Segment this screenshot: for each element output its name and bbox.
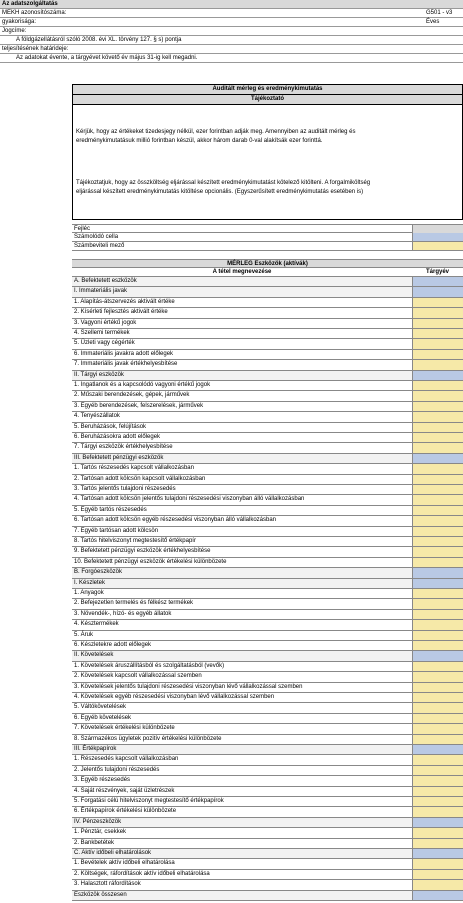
table-row <box>72 360 463 370</box>
table-row <box>72 454 463 464</box>
table-row <box>72 527 463 537</box>
table-row <box>72 298 463 308</box>
input-cell[interactable] <box>412 339 463 348</box>
table-row <box>72 766 463 776</box>
row-label: 2. Kísérleti fejlesztés aktivált értéke <box>74 309 168 316</box>
input-cell[interactable] <box>412 672 463 681</box>
table-header-row <box>72 268 463 277</box>
calculated-cell <box>412 651 463 660</box>
row-label: 4. Saját részvények, saját üzletrészek <box>74 787 175 794</box>
table-row <box>72 620 463 630</box>
calculated-cell <box>412 818 463 827</box>
table-row <box>72 683 463 693</box>
table-row <box>72 433 463 443</box>
row-label: 3. Egyéb berendezések, felszerelések, járművek <box>74 402 204 409</box>
table-row <box>72 402 463 412</box>
frequency-row <box>0 18 463 27</box>
row-label: 3. Halasztott ráfordítások <box>74 881 141 888</box>
input-cell[interactable] <box>412 662 463 671</box>
info-title: Auditált mérleg és eredménykimutatás <box>73 85 462 95</box>
calculated-cell <box>412 579 463 588</box>
row-label: 1. Anyagok <box>74 590 104 596</box>
row-label: 7. Egyéb tartósan adott kölcsön <box>74 527 159 534</box>
input-cell[interactable] <box>412 547 463 556</box>
row-label: B. Forgóeszközök <box>74 569 123 576</box>
table-row <box>72 891 463 901</box>
header-title: Az adatszolgáltatás <box>2 1 58 7</box>
row-label: 1. Tartós részesedés kapcsolt vállalkozásban <box>74 465 194 472</box>
row-label: II. Tárgyi eszközök <box>74 371 124 378</box>
input-cell[interactable] <box>412 319 463 328</box>
row-label: II. Követelések <box>74 652 114 659</box>
input-cell[interactable] <box>412 589 463 598</box>
input-cell[interactable] <box>412 683 463 692</box>
table-title: MÉRLEG Eszközök (aktívák) <box>227 261 308 267</box>
mekh-label: MEKH azonosítószáma: <box>2 10 67 16</box>
row-label: C. Aktív időbeli elhatárolások <box>74 850 152 856</box>
table-row <box>72 506 463 516</box>
info-box <box>72 84 463 220</box>
input-cell[interactable] <box>412 329 463 338</box>
table-row <box>72 568 463 578</box>
table-row <box>72 329 463 339</box>
row-label: 5. Üzleti vagy cégérték <box>74 340 135 347</box>
row-label: 5. Váltókövetelések <box>74 704 127 711</box>
calculated-cell <box>412 454 463 463</box>
table-title-row <box>72 259 463 268</box>
row-label: 7. Immateriális javak értékhelyesbítése <box>74 361 178 368</box>
table-row <box>72 797 463 807</box>
column-header-name: A tétel megnevezése <box>212 269 272 275</box>
legal-label: Jogcíme: <box>2 28 27 34</box>
input-cell[interactable] <box>412 412 463 421</box>
input-cell[interactable] <box>412 558 463 567</box>
table-row <box>72 537 463 547</box>
input-cell[interactable] <box>412 620 463 629</box>
row-label: 3. Tartós jelentős tulajdoni részesedés <box>74 486 176 492</box>
legend-item-header <box>72 224 463 233</box>
table-row <box>72 745 463 755</box>
row-label: 1. Részesedés kapcsolt vállalkozásban <box>74 756 179 763</box>
row-label: 5. Egyéb tartós részesedés <box>74 506 147 513</box>
row-label: 3. Vagyoni értékű jogok <box>74 319 137 326</box>
legal-label-row <box>0 27 463 36</box>
row-label: 1. Ingatlanok és a kapcsolódó vagyoni értékű jogok <box>74 382 211 388</box>
table-row <box>72 339 463 349</box>
frequency-value: Éves <box>426 19 440 25</box>
row-label: 3. Egyéb részesedés <box>74 777 131 784</box>
input-cell[interactable] <box>412 724 463 733</box>
calculated-cell <box>412 745 463 754</box>
row-label: 1. Követelések áruszállításból és szolgáltatásból (vevők) <box>74 662 225 669</box>
input-cell[interactable] <box>412 485 463 494</box>
table-row <box>72 423 463 433</box>
table-row <box>72 412 463 422</box>
table-row <box>72 724 463 734</box>
mekh-value: G501 - v3 <box>426 10 453 16</box>
row-label: Eszközök összesen <box>74 891 127 898</box>
row-label: 3. Növendék-, hízó- és egyéb állatok <box>74 610 172 617</box>
row-label: 2. Jelentős tulajdoni részesedés <box>74 766 160 773</box>
table-row <box>72 693 463 703</box>
table-row <box>72 443 463 453</box>
input-cell[interactable] <box>412 714 463 723</box>
row-label: 6. Készletekre adott előlegek <box>74 642 152 648</box>
row-label: I. Készletek <box>74 579 106 586</box>
table-row <box>72 839 463 849</box>
table-row <box>72 755 463 765</box>
table-row <box>72 475 463 485</box>
table-row <box>72 579 463 589</box>
table-row <box>72 818 463 828</box>
table-row <box>72 787 463 797</box>
legend-item-input <box>72 242 463 251</box>
column-header-year: Tárgyév <box>425 269 449 275</box>
row-label: 5. Forgatási célú hitelviszonyt megtestesítő értékpapírok <box>74 798 224 804</box>
row-label: 2. Követelések kapcsolt vállalkozással szemben <box>74 673 202 680</box>
row-label: 1. Bevételek aktív időbeli elhatárolása <box>74 860 175 867</box>
table-row <box>72 651 463 661</box>
table-row <box>72 319 463 329</box>
legend-label: Számbeviteli mező <box>74 243 125 249</box>
calculated-cell <box>412 891 463 900</box>
input-cell[interactable] <box>412 537 463 546</box>
row-label: 8. Tartós hitelviszonyt megtestesítő értékpapír <box>74 538 196 544</box>
row-label: 6. Beruházásokra adott előlegek <box>74 434 161 440</box>
row-label: 4. Késztermékek <box>74 621 119 628</box>
table-row <box>72 631 463 641</box>
table-row <box>72 558 463 568</box>
input-cell[interactable] <box>412 433 463 442</box>
calculated-cell <box>412 568 463 577</box>
input-cell[interactable] <box>412 516 463 525</box>
row-label: 10. Befektetett pénzügyi eszközök értékelési különbözete <box>74 558 227 565</box>
table-row <box>72 308 463 318</box>
row-label: IV. Pénzeszközök <box>74 818 122 825</box>
input-cell[interactable] <box>412 797 463 806</box>
input-cell[interactable] <box>412 443 463 452</box>
table-row <box>72 287 463 297</box>
table-row <box>72 776 463 786</box>
table-row <box>72 547 463 557</box>
legal-value: A földgázellátásról szóló 2008. évi XL. törvény 127. § s) pontja <box>16 37 182 43</box>
input-cell[interactable] <box>412 693 463 702</box>
row-label: 1. Alapítás-átszervezés aktivált értéke <box>74 298 175 305</box>
header-title-row <box>0 0 463 9</box>
input-cell[interactable] <box>412 735 463 744</box>
input-cell[interactable] <box>412 298 463 307</box>
table-row <box>72 703 463 713</box>
row-label: A. Befektetett eszközök <box>74 278 137 284</box>
row-label: 2. Befejezetlen termelés és félkész termékek <box>74 600 194 607</box>
info-paragraph-1-line-1: Kérjük, hogy az értékeket tizedesjegy nélkül, ezer forintban adják meg. Amennyiben az auditált mérleg és <box>76 129 356 135</box>
row-label: 4. Követelések egyéb részesedési viszonyban lévő vállalkozással szemben <box>74 694 275 700</box>
table-row <box>72 849 463 859</box>
input-cell[interactable] <box>412 776 463 785</box>
input-cell[interactable] <box>412 350 463 359</box>
input-cell[interactable] <box>412 308 463 317</box>
row-label: 4. Tartósan adott kölcsön jelentős tulajdoni részesedési viszonyban álló vállalkozásban <box>74 496 305 503</box>
table-row <box>72 735 463 745</box>
table-row <box>72 350 463 360</box>
row-label: 7. Tárgyi eszközök értékhelyesbítése <box>74 444 173 451</box>
input-cell[interactable] <box>412 506 463 515</box>
input-cell[interactable] <box>412 599 463 608</box>
calculated-cell <box>412 287 463 296</box>
calculated-cell <box>412 849 463 858</box>
legend-label: Számolódó cella <box>74 234 119 240</box>
row-label: 6. Immateriális javakra adott előlegek <box>74 350 174 357</box>
table-row <box>72 859 463 869</box>
row-label: 2. Bankbetétek <box>74 839 115 846</box>
table-row <box>72 599 463 609</box>
table-row <box>72 391 463 401</box>
table-row <box>72 828 463 838</box>
deadline-value-row <box>0 54 463 63</box>
frequency-label: gyakorisága: <box>2 19 37 25</box>
table-row <box>72 880 463 890</box>
input-cell[interactable] <box>412 870 463 879</box>
table-row <box>72 277 463 287</box>
deadline-label: teljesítésének határideje: <box>2 46 69 52</box>
row-label: 1. Pénztár, csekkek <box>74 829 127 836</box>
row-label: I. Immateriális javak <box>74 288 128 295</box>
row-label: III. Befektetett pénzügyi eszközök <box>74 454 164 461</box>
input-cell[interactable] <box>412 381 463 390</box>
input-cell[interactable] <box>412 703 463 712</box>
input-cell[interactable] <box>412 828 463 837</box>
row-label: 8. Származékos ügyletek pozitív értékelési különbözete <box>74 735 222 742</box>
input-cell[interactable] <box>412 391 463 400</box>
input-cell[interactable] <box>412 641 463 650</box>
input-cell[interactable] <box>412 475 463 484</box>
input-cell[interactable] <box>412 527 463 536</box>
legal-value-row <box>0 36 463 45</box>
legend-label: Fejléc <box>74 226 91 232</box>
legend-item-calculated <box>72 233 463 242</box>
deadline-value: Az adatokat évente, a tárgyévet követő év május 31-ig kell megadni. <box>16 55 198 61</box>
row-label: 5. Áruk <box>74 631 94 638</box>
input-cell[interactable] <box>412 464 463 473</box>
input-cell[interactable] <box>412 755 463 764</box>
table-row <box>72 610 463 620</box>
input-cell[interactable] <box>412 880 463 889</box>
row-label: 2. Tartósan adott kölcsön kapcsolt vállalkozásban <box>74 475 206 482</box>
table-row <box>72 807 463 817</box>
input-cell[interactable] <box>412 610 463 619</box>
table-row <box>72 495 463 505</box>
row-label: 2. Költségek, ráfordítások aktív időbeli elhatárolása <box>74 870 210 877</box>
table-row <box>72 672 463 682</box>
table-row <box>72 589 463 599</box>
input-cell[interactable] <box>412 859 463 868</box>
table-row <box>72 464 463 474</box>
table-row <box>72 714 463 724</box>
row-label: 2. Műszaki berendezések, gépek, járművek <box>74 392 190 399</box>
table-row <box>72 381 463 391</box>
input-cell[interactable] <box>412 423 463 432</box>
info-paragraph-2-line-2: eljárással készített eredménykimutatás kitöltése opcionális. (Egyszerűsített eredménykimutatás esetében is) <box>76 189 364 195</box>
table-row <box>72 870 463 880</box>
table-row <box>72 516 463 526</box>
input-cell[interactable] <box>412 839 463 848</box>
row-label: 6. Egyéb követelések <box>74 714 132 721</box>
mekh-row <box>0 9 463 18</box>
row-label: 6. Értékpapírok értékelési különbözete <box>74 808 177 815</box>
input-cell[interactable] <box>412 360 463 369</box>
table-row <box>72 662 463 672</box>
info-paragraph-1-line-2: eredménykimutatásuk millió forintban készül, akkor három darab 0-val alakítsák ezer forinttá. <box>76 138 323 144</box>
input-cell[interactable] <box>412 766 463 775</box>
legend-swatch-header <box>412 225 463 233</box>
input-cell[interactable] <box>412 495 463 504</box>
row-label: 9. Befektetett pénzügyi eszközök értékhelyesbítése <box>74 548 211 555</box>
deadline-label-row <box>0 45 463 54</box>
legend-swatch-calculated <box>412 233 463 241</box>
table-row <box>72 641 463 651</box>
row-label: 5. Beruházások, felújítások <box>74 423 147 430</box>
input-cell[interactable] <box>412 787 463 796</box>
input-cell[interactable] <box>412 807 463 816</box>
row-label: 4. Szellemi termékek <box>74 330 130 336</box>
info-paragraph-2-line-1: Tájékoztatjuk, hogy az összköltség eljárással készített eredménykimutatást kötelező kitölteni. A forgalmiköltség <box>76 180 371 186</box>
input-cell[interactable] <box>412 631 463 640</box>
row-label: 4. Tenyészállatok <box>74 413 120 420</box>
table-row <box>72 485 463 495</box>
row-label: 7. Követelések értékelési különbözete <box>74 725 175 732</box>
table-row <box>72 371 463 381</box>
legend-swatch-input <box>412 242 463 250</box>
calculated-cell <box>412 371 463 380</box>
row-label: 3. Követelések jelentős tulajdoni részesedési viszonyban lévő vállalkozással szemben <box>74 683 303 690</box>
calculated-cell <box>412 277 463 286</box>
row-label: III. Értékpapírok <box>74 746 117 752</box>
info-subtitle: Tájékoztató <box>73 95 462 105</box>
row-label: 6. Tartósan adott kölcsön egyéb részesedési viszonyban álló vállalkozásban <box>74 517 277 524</box>
input-cell[interactable] <box>412 402 463 411</box>
